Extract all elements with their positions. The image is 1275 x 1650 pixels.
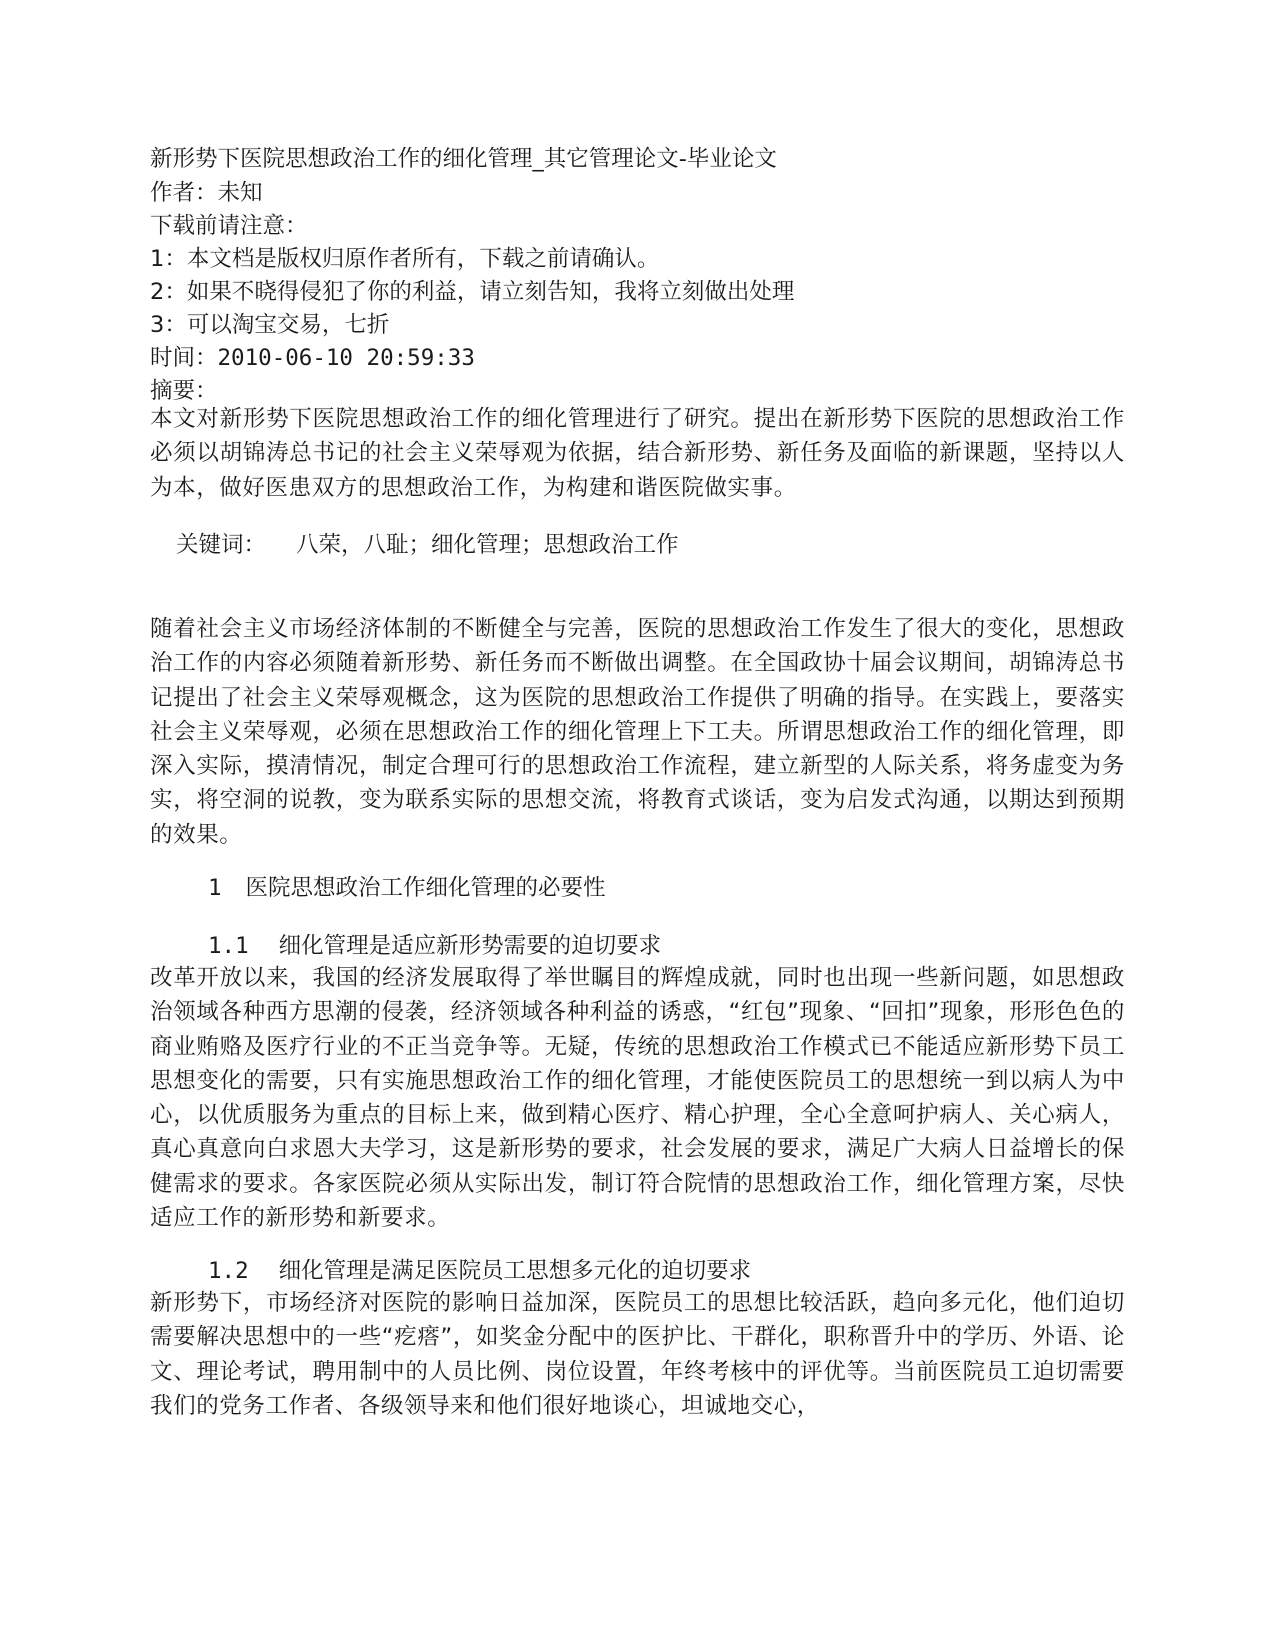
- abstract-text: 本文对新形势下医院思想政治工作的细化管理进行了研究。提出在新形势下医院的思想政治工作必须以胡锦涛总书记的社会主义荣辱观为依据，结合新形势、新任务及面临的新课题，坚持以人为本，做好医患双方的思想政治工作，为构建和谐医院做实事。: [150, 406, 1125, 501]
- section-1-1-heading: [208, 929, 661, 963]
- keywords-value: 八荣，八耻；细化管理；思想政治工作: [296, 532, 679, 558]
- section-1-2-body: 新形势下，市场经济对医院的影响日益加深，医院员工的思想比较活跃，趋向多元化，他们迫切需要解决思想中的一些“疙瘩”，如奖金分配中的医护比、干群化，职称晋升中的学历、外语、论文、理论考试，聘用制中的人员比例、岗位设置，年终考核中的评优等。当前医院员工迫切需要我们的党务工作者、各级领导来和他们很好地谈心，坦诚地交心，: [150, 1290, 1125, 1419]
- document-page: [150, 0, 1125, 1650]
- intro-paragraph: 随着社会主义市场经济体制的不断健全与完善，医院的思想政治工作发生了很大的变化，思想政治工作的内容必须随着新形势、新任务而不断做出调整。在全国政协十届会议期间，胡锦涛总书记提出了社会主义荣辱观概念，这为医院的思想政治工作提供了明确的指导。在实践上，要落实社会主义荣辱观，必须在思想政治工作的细化管理上下工夫。所谓思想政治工作的细化管理，即深入实际，摸清情况，制定合理可行的思想政治工作流程，建立新型的人际关系，将务虚变为务实，将空洞的说教，变为联系实际的思想交流，将教育式谈话，变为启发式沟通，以期达到预期的效果。: [150, 616, 1125, 848]
- section-1-1-body: 改革开放以来，我国的经济发展取得了举世瞩目的辉煌成就，同时也出现一些新问题，如思想政治领域各种西方思潮的侵袭，经济领域各种利益的诱惑，“红包”现象、“回扣”现象，形形色色的商业贿赂及医疗行业的不正当竞争等。无疑，传统的思想政治工作模式已不能适应新形势下员工思想变化的需要，只有实施思想政治工作的细化管理，才能使医院员工的思想统一到以病人为中心，以优质服务为重点的目标上来，做到精心医疗、精心护理，全心全意呵护病人、关心病人，真心真意向白求恩大夫学习，这是新形势的要求，社会发展的要求，满足广大病人日益增长的保健需求的要求。各家医院必须从实际出发，制订符合院情的思想政治工作，细化管理方案，尽快适应工作的新形势和新要求。: [150, 965, 1125, 1232]
- author-line: 作者：未知: [150, 180, 263, 206]
- section-1-heading: [208, 871, 606, 905]
- section-title: 医院思想政治工作细化管理的必要性: [245, 875, 606, 901]
- section-number: 1.2: [208, 1258, 249, 1284]
- notice-item: 2：如果不晓得侵犯了你的利益，请立刻告知，我将立刻做出处理: [150, 279, 795, 305]
- notice-item: 1：本文档是版权归原作者所有，下载之前请确认。: [150, 246, 660, 272]
- time-line: [150, 341, 475, 375]
- notice-item: 3：可以淘宝交易，七折: [150, 312, 390, 338]
- section-title: 细化管理是适应新形势需要的迫切要求: [278, 933, 662, 959]
- section-number: 1: [208, 875, 222, 901]
- section-title: 细化管理是满足医院员工思想多元化的迫切要求: [278, 1258, 752, 1284]
- abstract-label: 摘要：: [150, 378, 218, 404]
- notice-title: 下载前请注意：: [150, 213, 308, 239]
- time-value: 2010-06-10 20:59:33: [217, 345, 475, 371]
- keywords-label: 关键词：: [176, 532, 267, 558]
- section-1-2-heading: [208, 1254, 751, 1288]
- time-label: 时间：: [150, 345, 218, 371]
- keywords-line: [176, 528, 679, 562]
- document-title: 新形势下医院思想政治工作的细化管理_其它管理论文-毕业论文: [150, 146, 777, 172]
- section-number: 1.1: [208, 933, 249, 959]
